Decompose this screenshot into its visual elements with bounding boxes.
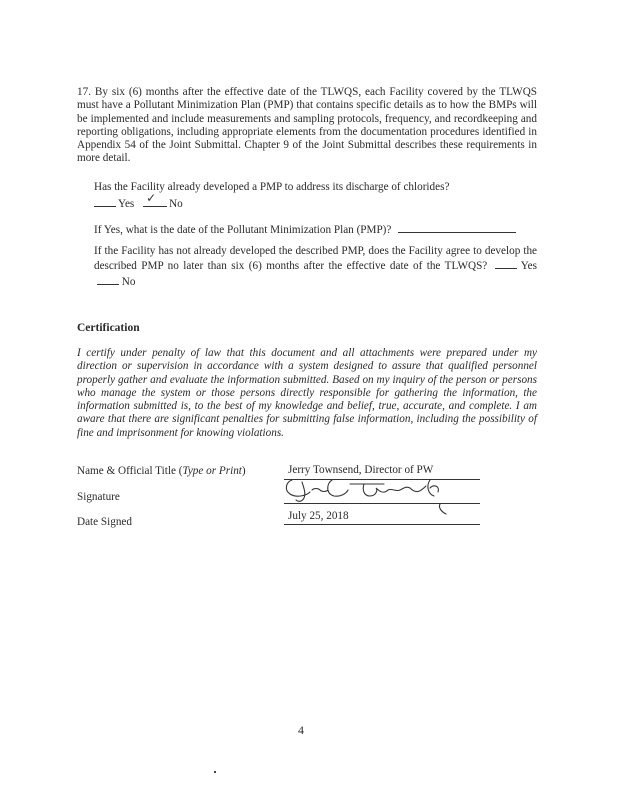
agree-question-text: If the Facility has not already developed the described PMP, does the Facility agree to develop the described PMP no later than six (6) months after the effective date of the TLWQS? [94, 245, 537, 273]
certification-text: I certify under penalty of law that this document and all attachments were prepared under my direction or supervision in accordance with a system designed to assure that qualified personnel properly gather and evaluate the information submitted. Based on my inquiry of the person or persons who manage the system or those persons directly responsible for gathering the information, the information submitted is, to the best of my knowledge and belief, true, accurate, and complete. I am aware that there are significant penalties for submitting false information, including the possibility of fine and imprisonment for knowing violations. [77, 347, 537, 439]
no-blank[interactable] [143, 191, 167, 207]
certification-heading: Certification [77, 322, 140, 334]
pmp-answer-row [94, 191, 183, 211]
question-17-text: By six (6) months after the effective date of the TLWQS, each Facility covered by the TLWQS must have a Pollutant Minimization Plan (PMP) that contains specific details as to how the BMPs will be implemented and include measurements and sampling protocols, frequency, and recordkeeping and reporting obligations, including appropriate elements from the documentation procedures identified in Appendix 54 of the Joint Submittal. Chapter 9 of the Joint Submittal describes these requirements in more detail. [77, 86, 538, 165]
name-label-end: ) [241, 465, 246, 477]
checkmark-icon: ✓ [146, 191, 157, 205]
agree-no-blank[interactable] [97, 274, 119, 285]
pmp-date-question [94, 222, 537, 237]
pmp-question: Has the Facility already developed a PMP to address its discharge of chlorides? [94, 181, 450, 193]
signature-line [284, 503, 480, 504]
agree-yes-label: Yes [520, 260, 537, 273]
no-label: No [169, 198, 183, 210]
agree-question [94, 245, 537, 289]
scan-speck [214, 771, 216, 773]
agree-no-label: No [121, 275, 136, 288]
date-signed-label: Date Signed [77, 516, 132, 528]
name-label-start: Name & Official Title ( [77, 465, 183, 477]
name-title-value: Jerry Townsend, Director of PW [288, 464, 434, 476]
yes-label: Yes [118, 198, 135, 210]
pmp-date-blank[interactable] [398, 222, 516, 233]
yes-blank[interactable] [94, 196, 116, 207]
page-number: 4 [298, 723, 304, 737]
pmp-date-question-text: If Yes, what is the date of the Pollutant Minimization Plan (PMP)? [94, 224, 392, 236]
question-17 [77, 86, 537, 166]
name-title-label [77, 465, 246, 478]
agree-yes-blank[interactable] [495, 258, 517, 269]
name-label-italic: Type or Print [182, 465, 242, 477]
signature-label: Signature [77, 491, 120, 503]
question-number: 17. [77, 86, 91, 98]
date-line [284, 524, 480, 525]
date-signed-value: July 25, 2018 [288, 510, 349, 522]
